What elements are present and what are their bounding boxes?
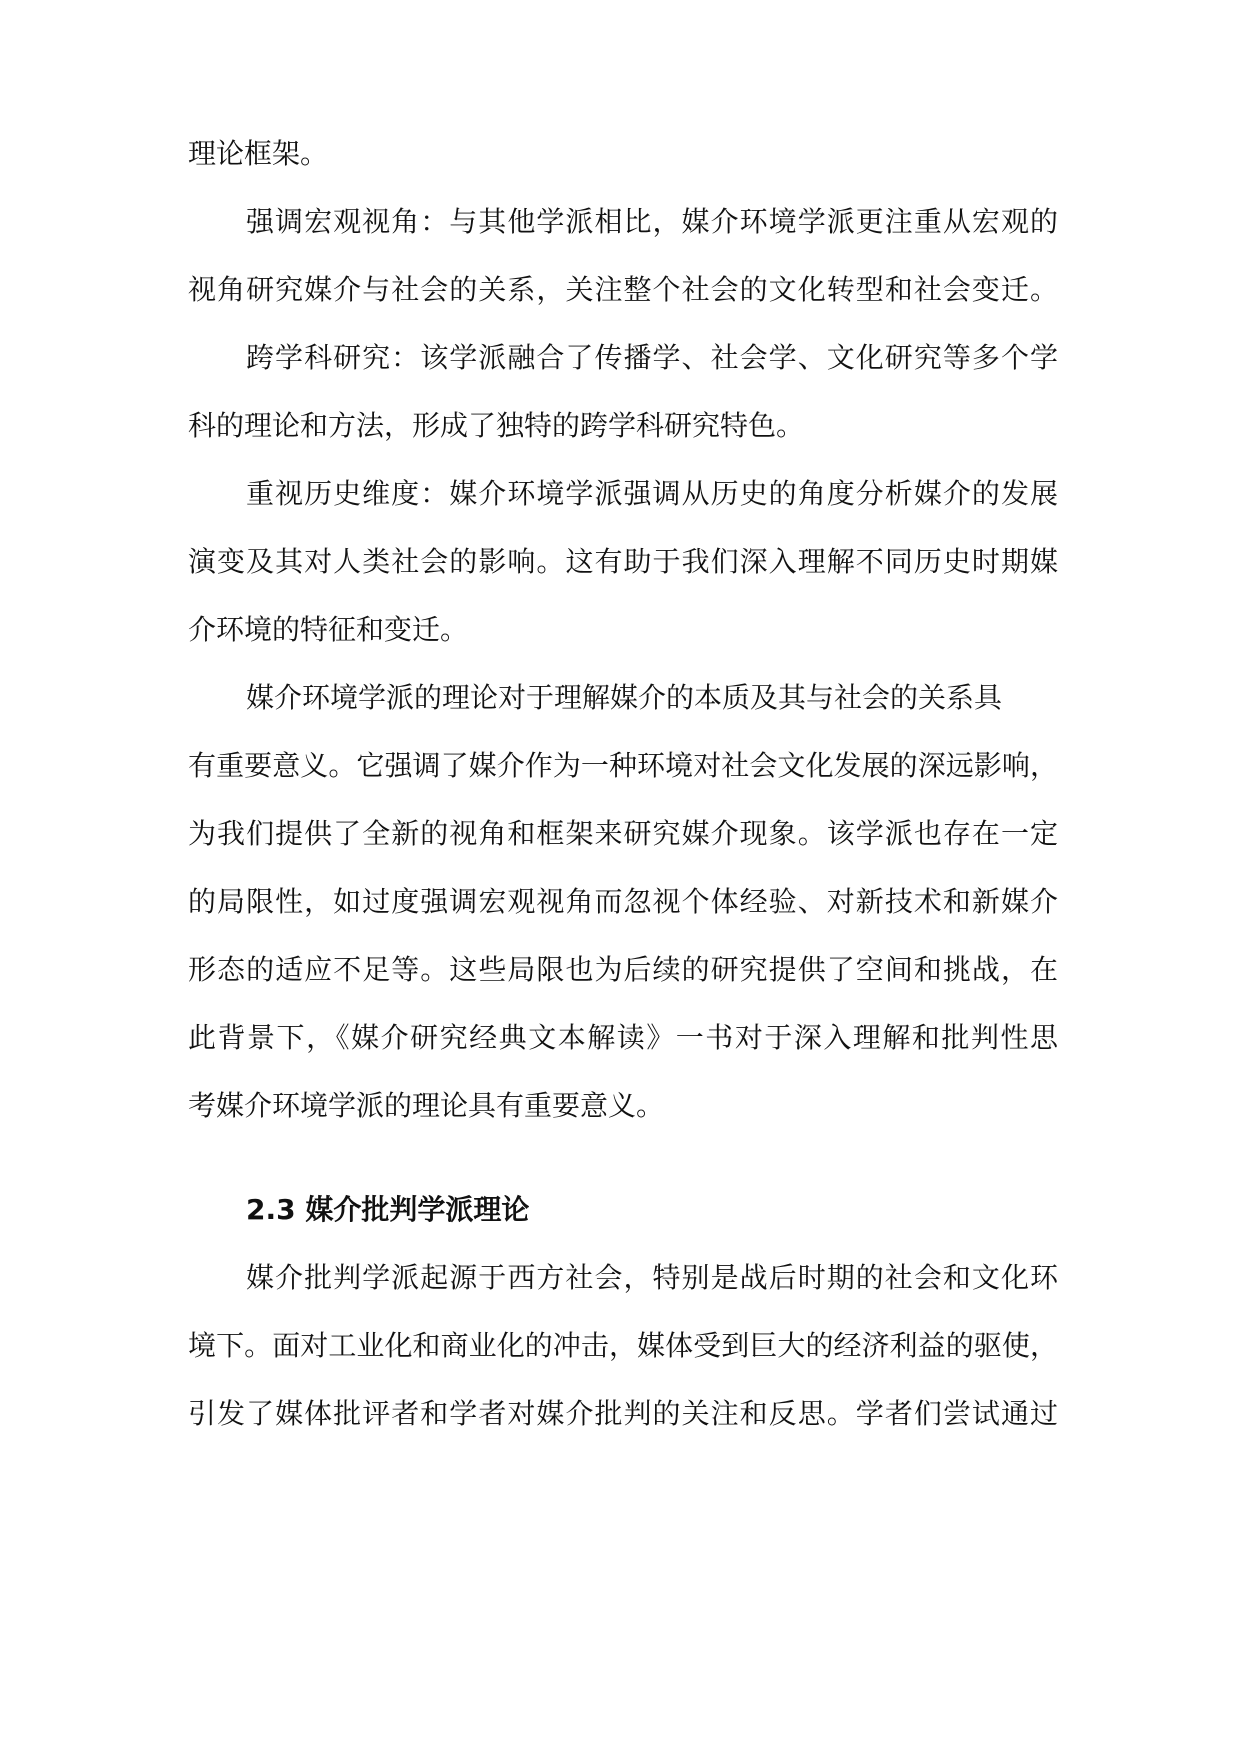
text-line: 此背景下，《媒介研究经典文本解读》一书对于深入理解和批判性思: [188, 1021, 1058, 1054]
paragraph-first-line: 重视历史维度：媒介环境学派强调从历史的角度分析媒介的发展: [246, 477, 1058, 510]
text-line: 介环境的特征和变迁。: [188, 613, 469, 646]
paragraph-first-line: 强调宏观视角：与其他学派相比，媒介环境学派更注重从宏观的: [246, 205, 1058, 238]
text-line: 引发了媒体批评者和学者对媒介批判的关注和反思。学者们尝试通过: [188, 1397, 1058, 1430]
text-line: 考媒介环境学派的理论具有重要意义。: [188, 1089, 665, 1122]
text-line: 理论框架。: [188, 137, 329, 170]
text-line: 有重要意义。它强调了媒介作为一种环境对社会文化发展的深远影响，: [188, 749, 1058, 782]
section-heading: 2.3 媒介批判学派理论: [246, 1193, 530, 1226]
text-line: 演变及其对人类社会的影响。这有助于我们深入理解不同历史时期媒: [188, 545, 1058, 578]
paragraph-first-line: 跨学科研究：该学派融合了传播学、社会学、文化研究等多个学: [246, 341, 1058, 374]
text-line: 为我们提供了全新的视角和框架来研究媒介现象。该学派也存在一定: [188, 817, 1058, 850]
text-line: 视角研究媒介与社会的关系，关注整个社会的文化转型和社会变迁。: [188, 273, 1058, 306]
text-line: 科的理论和方法，形成了独特的跨学科研究特色。: [188, 409, 805, 442]
paragraph-first-line: 媒介环境学派的理论对于理解媒介的本质及其与社会的关系具: [246, 681, 1003, 714]
text-line: 境下。面对工业化和商业化的冲击，媒体受到巨大的经济利益的驱使，: [188, 1329, 1058, 1362]
text-line: 的局限性，如过度强调宏观视角而忽视个体经验、对新技术和新媒介: [188, 885, 1058, 918]
paragraph-first-line: 媒介批判学派起源于西方社会，特别是战后时期的社会和文化环: [246, 1261, 1058, 1294]
text-line: 形态的适应不足等。这些局限也为后续的研究提供了空间和挑战，在: [188, 953, 1058, 986]
